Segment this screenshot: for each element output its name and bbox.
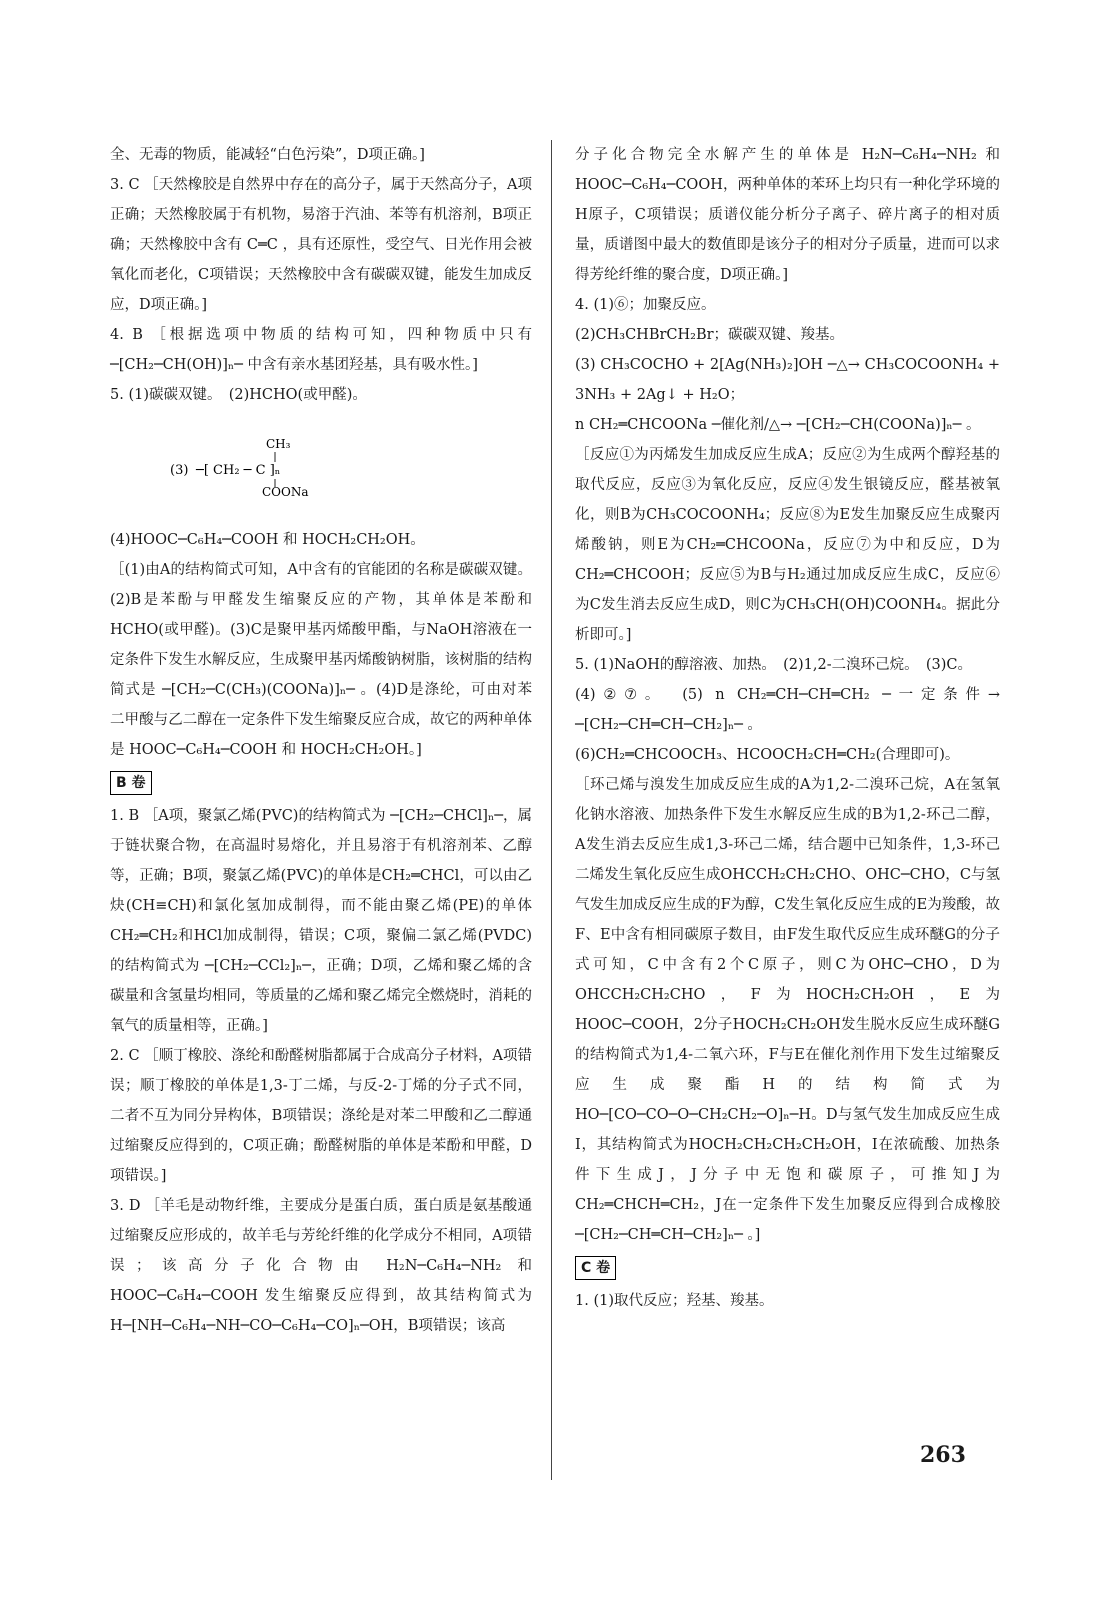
formula-polymer-structure	[170, 416, 532, 519]
section-c-label: C 卷	[575, 1256, 616, 1280]
b-answer-3-cont: 分子化合物完全水解产生的单体是 H₂N─C₆H₄─NH₂ 和 HOOC─C₆H₄─COOH，两种单体的苯环上均只有一种化学环境的H原子，C项错误；质谱仪能分析分子离子、碎片离子的相对质量，质谱图中最大的数值即是该分子的相对分子质量，进而可以求得芳纶纤维的聚合度，D项正确。]	[575, 147, 1000, 283]
b-answer-1: 1. B ［A项，聚氯乙烯(PVC)的结构简式为 ─[CH₂─CHCl]ₙ─，属于链状聚合物，在高温时易熔化，并且易溶于有机溶剂苯、乙醇等，正确；B项，聚氯乙烯(PVC)的单体是CH₂═CHCl，可以由乙炔(CH≡CH)和氯化氢加成制得，而不能由聚乙烯(PE)的单体CH₂═CH₂和HCl加成制得，错误；C项，聚偏二氯乙烯(PVDC)的结构简式为 ─[CH₂─CCl₂]ₙ─，正确；D项，乙烯和聚乙烯的含碳量和含氢量均相同，等质量的乙烯和聚乙烯完全燃烧时，消耗的氧气的质量相等，正确。]	[110, 808, 532, 1034]
svg-text:CH₃: CH₃	[266, 437, 291, 451]
section-b-label: B 卷	[110, 771, 152, 795]
svg-text:─[ CH₂ ─ C ]ₙ: ─[ CH₂ ─ C ]ₙ	[196, 463, 281, 478]
b-answer-4-2: (2)CH₃CHBrCH₂Br；碳碳双键、羧基。	[575, 327, 845, 343]
b-answer-2: 2. C ［顺丁橡胶、涤纶和酚醛树脂都属于合成高分子材料，A项错误；顺丁橡胶的单体是1,3-丁二烯，与反-2-丁烯的分子式不同，二者不互为同分异构体，B项错误；涤纶是对苯二甲酸和乙二醇通过缩聚反应得到的，C项正确；酚醛树脂的单体是苯酚和甲醛，D项错误。]	[110, 1048, 532, 1184]
b-answer-5-4: (4)②⑦。 (5) n CH₂═CH─CH═CH₂ ─一定条件→ ─[CH₂─CH═CH─CH₂]ₙ─ 。	[575, 687, 1000, 733]
b-answer-5-6: (6)CH₂═CHCOOCH₃、HCOOCH₂CH═CH₂(合理即可)。	[575, 747, 960, 763]
explanation-5: ［(1)由A的结构简式可知，A中含有的官能团的名称是碳碳双键。(2)B是苯酚与甲醛发生缩聚反应的产物，其单体是苯酚和HCHO(或甲醛)。(3)C是聚甲基丙烯酸甲酯，与NaOH溶液在一定条件下发生水解反应，生成聚甲基丙烯酸钠树脂，该树脂的结构简式是 ─[CH₂─C(CH₃)(COONa)]ₙ─ 。(4)D是涤纶，可由对苯二甲酸与乙二醇在一定条件下发生缩聚反应合成，故它的两种单体是 HOOC─C₆H₄─COOH 和 HOCH₂CH₂OH。]	[110, 562, 532, 758]
answer-3: 3. C ［天然橡胶是自然界中存在的高分子，属于天然高分子，A项正确；天然橡胶属于有机物，易溶于汽油、苯等有机溶剂，B项正确；天然橡胶中含有 C═C ，具有还原性，受空气、日光作用会被氧化而老化，C项错误；天然橡胶中含有碳碳双键，能发生加成反应，D项正确。]	[110, 177, 532, 313]
b-answer-4-3: (3) CH₃COCHO + 2[Ag(NH₃)₂]OH ─△→ CH₃COCOONH₄ + 3NH₃ + 2Ag↓ + H₂O；	[575, 357, 1000, 403]
svg-text:COONa: COONa	[262, 485, 309, 496]
page-number: 263	[920, 1442, 966, 1468]
svg-text:(3): (3)	[170, 463, 189, 478]
b-explanation-4: ［反应①为丙烯发生加成反应生成A；反应②为生成两个醇羟基的取代反应，反应③为氧化反应，反应④发生银镜反应，醛基被氧化，则B为CH₃COCOONH₄；反应⑧为E发生加聚反应生成聚丙烯酸钠，则E为CH₂═CHCOONa，反应⑦为中和反应，D为CH₂═CHCOOH；反应⑤为B与H₂通过加成反应生成C，反应⑥为C发生消去反应生成D，则C为CH₃CH(OH)COONH₄。据此分析即可。]	[575, 447, 1000, 643]
answer-5-4: (4)HOOC─C₆H₄─COOH 和 HOCH₂CH₂OH。	[110, 532, 425, 548]
right-column	[575, 140, 1000, 1316]
column-divider	[551, 140, 552, 1480]
c-answer-1: 1. (1)取代反应；羟基、羧基。	[575, 1293, 774, 1309]
answer-5-1: 5. (1)碳碳双键。 (2)HCHO(或甲醛)。	[110, 387, 367, 403]
answer-4: 4. B ［根据选项中物质的结构可知，四种物质中只有 ─[CH₂─CH(OH)]ₙ─ 中含有亲水基团羟基，具有吸水性。]	[110, 327, 532, 373]
b-answer-4-3b: n CH₂═CHCOONa ─催化剂/△→ ─[CH₂─CH(COONa)]ₙ─ 。	[575, 417, 981, 433]
left-column	[110, 140, 532, 1341]
b-answer-4-1: 4. (1)⑥；加聚反应。	[575, 297, 716, 313]
paragraph: 全、无毒的物质，能减轻“白色污染”，D项正确。]	[110, 147, 425, 163]
polymer-structure-icon	[170, 434, 400, 496]
b-answer-3: 3. D ［羊毛是动物纤维，主要成分是蛋白质，蛋白质是氨基酸通过缩聚反应形成的，故羊毛与芳纶纤维的化学成分不相同，A项错误；该高分子化合物由 H₂N─C₆H₄─NH₂ 和 HOOC─C₆H₄─COOH 发生缩聚反应得到，故其结构简式为 H─[NH─C₆H₄─NH─CO─C₆H₄─CO]ₙ─OH，B项错误；该高	[110, 1198, 532, 1334]
b-explanation-5: ［环己烯与溴发生加成反应生成的A为1,2-二溴环己烷，A在氢氧化钠水溶液、加热条件下发生水解反应生成的B为1,2-环己二醇，A发生消去反应生成1,3-环己二烯，结合题中已知条件，1,3-环己二烯发生氧化反应生成OHCCH₂CH₂CHO、OHC─CHO，C与氢气发生加成反应生成的F为醇，C发生氧化反应生成的E为羧酸，故F、E中含有相同碳原子数目，由F发生取代反应生成环醚G的分子式可知，C中含有2个C原子，则C为OHC─CHO，D为OHCCH₂CH₂CHO，F为HOCH₂CH₂OH，E为HOOC─COOH，2分子HOCH₂CH₂OH发生脱水反应生成环醚G的结构简式为1,4-二氧六环，F与E在催化剂作用下发生过缩聚反应生成聚酯H的结构简式为 HO─[CO─CO─O─CH₂CH₂─O]ₙ─H。D与氢气发生加成反应生成I，其结构简式为HOCH₂CH₂CH₂CH₂OH，I在浓硫酸、加热条件下生成J，J分子中无饱和碳原子，可推知J为CH₂═CHCH═CH₂，J在一定条件下发生加聚反应得到合成橡胶 ─[CH₂─CH═CH─CH₂]ₙ─ 。]	[575, 777, 1000, 1243]
b-answer-5-1: 5. (1)NaOH的醇溶液、加热。 (2)1,2-二溴环己烷。 (3)C。	[575, 657, 972, 673]
